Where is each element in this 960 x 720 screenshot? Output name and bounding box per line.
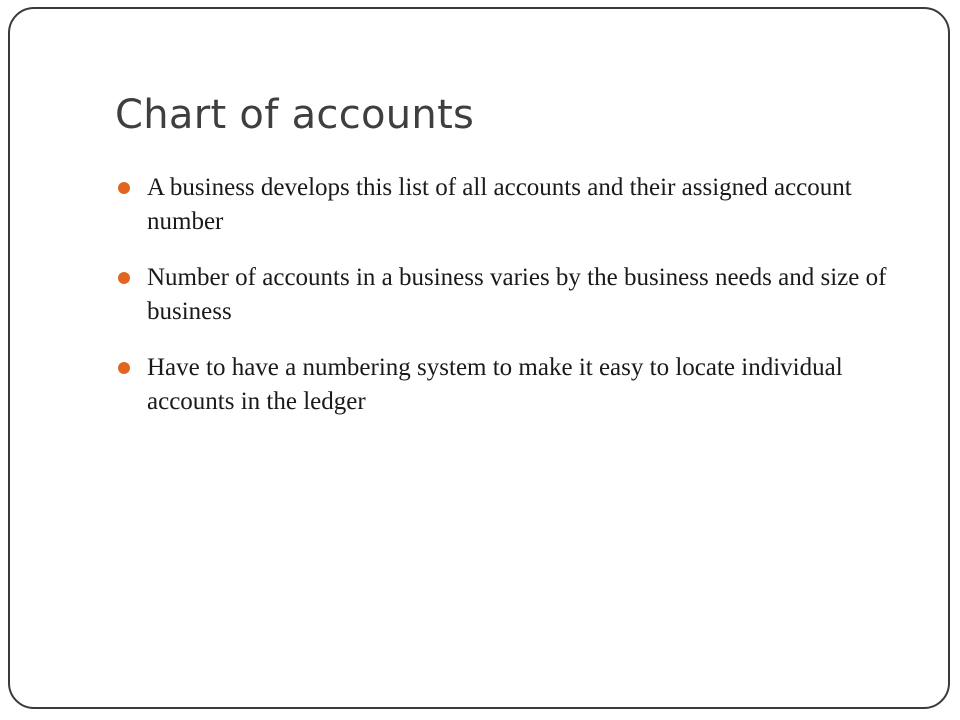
bullet-dot-icon [118,362,130,374]
bullet-text: A business develops this list of all accounts and their assigned account number [147,174,852,235]
bullet-text: Have to have a numbering system to make it easy to locate individual accounts in the ledger [147,354,843,415]
slide-frame [8,7,950,709]
bullet-item [115,261,915,329]
bullet-list [115,171,915,441]
bullet-dot-icon [118,272,130,284]
bullet-item [115,351,915,419]
bullet-text: Number of accounts in a business varies by the business needs and size of business [147,264,887,325]
slide-title: Chart of accounts [115,92,475,138]
bullet-dot-icon [118,182,130,194]
bullet-item [115,171,915,239]
